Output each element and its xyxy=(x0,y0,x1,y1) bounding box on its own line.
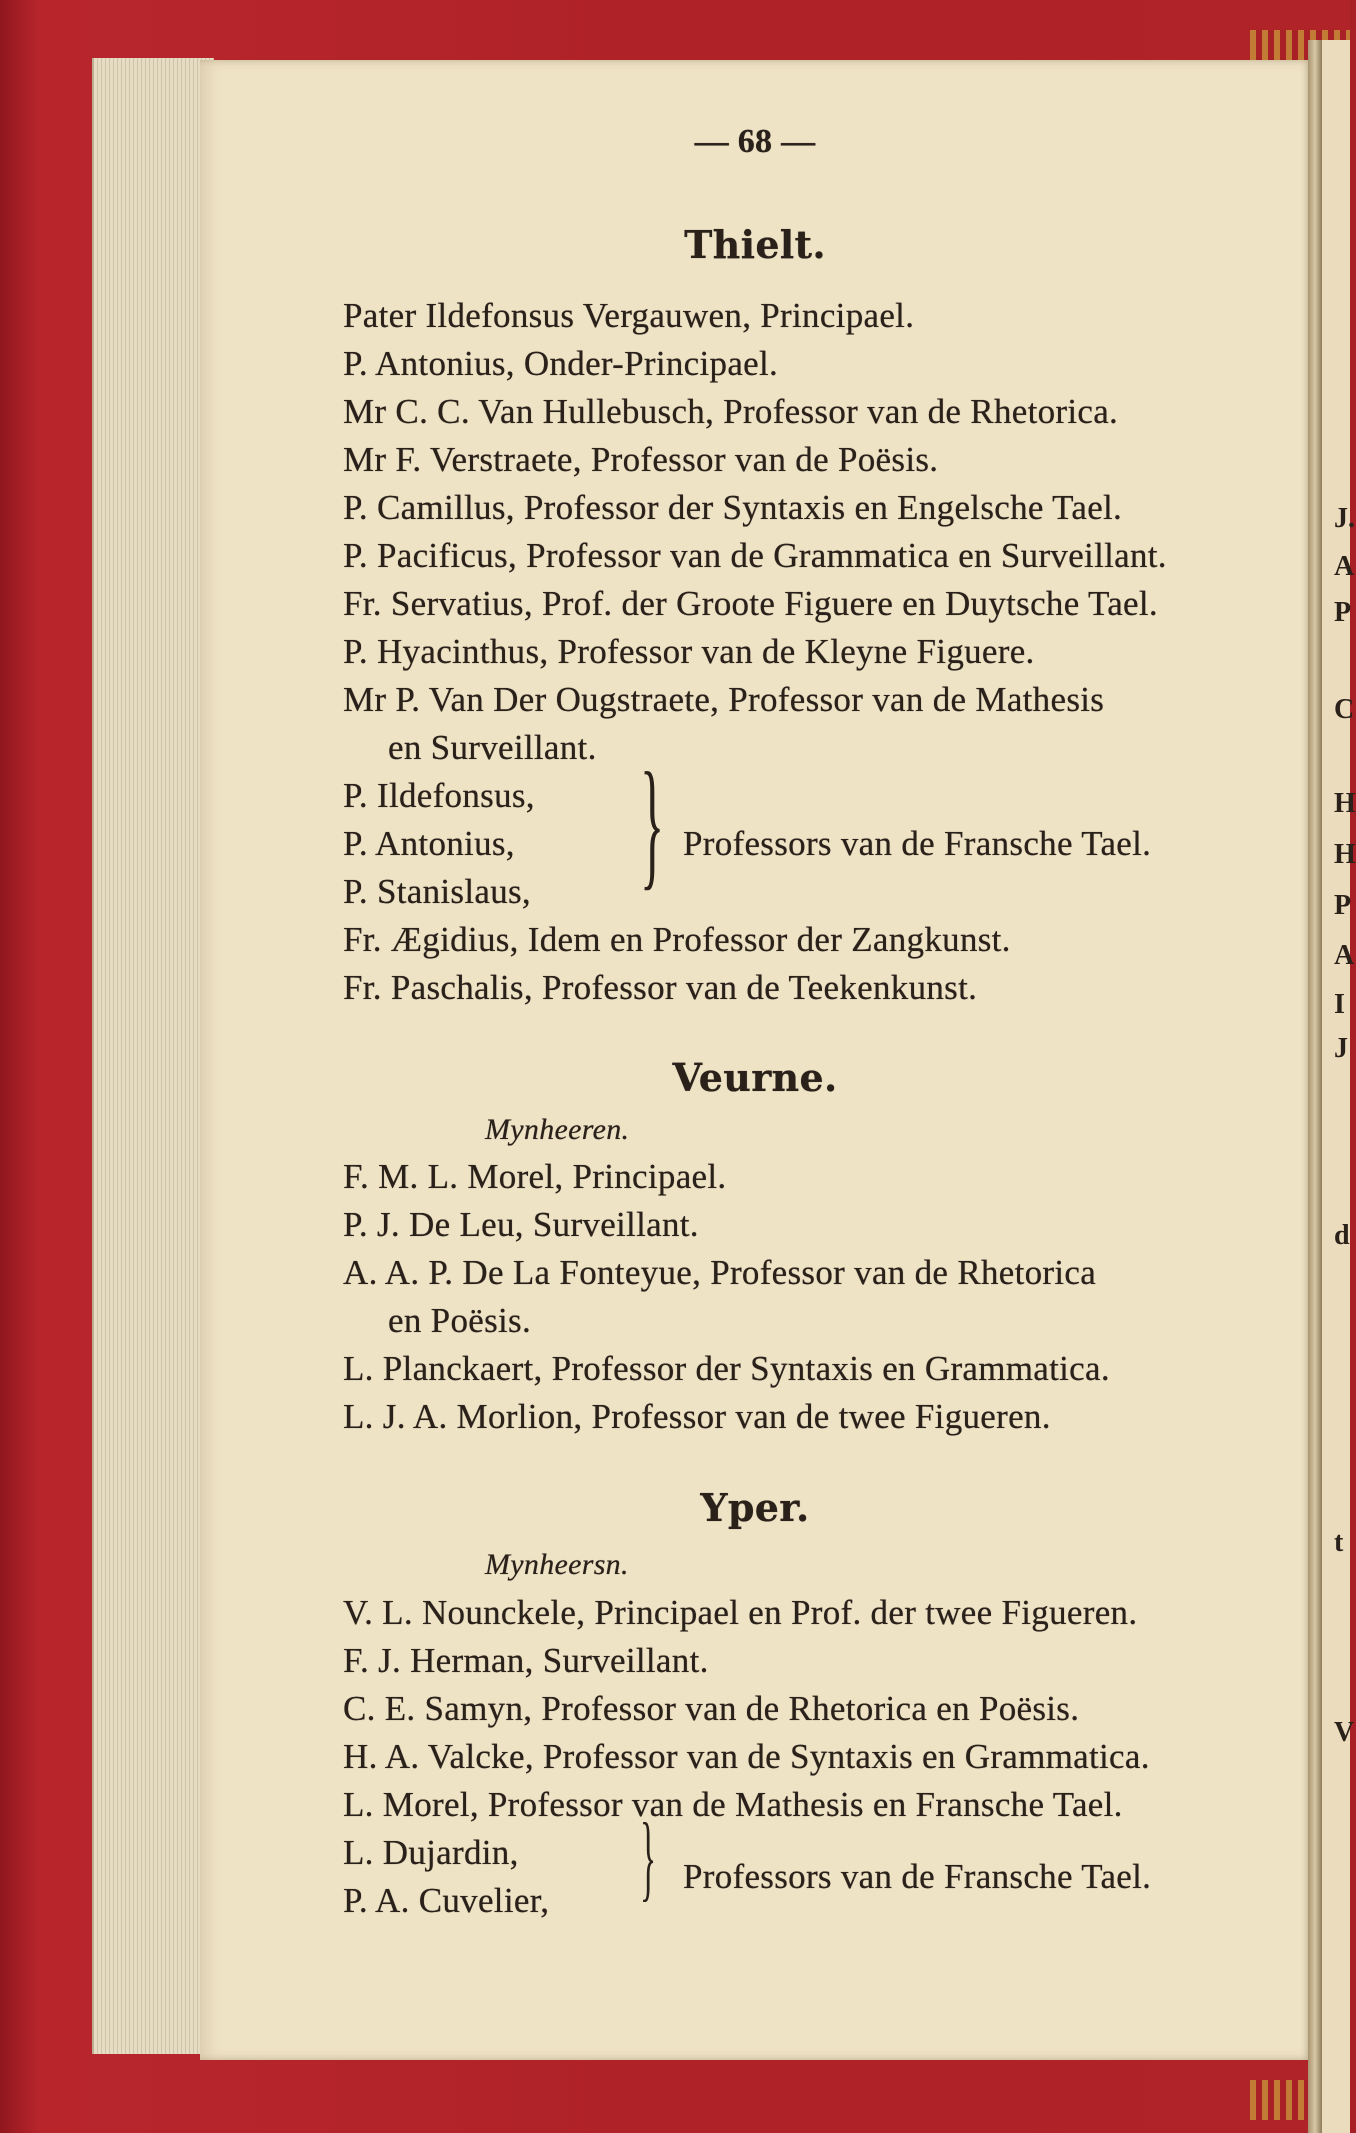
facing-page-fragment: I xyxy=(1334,989,1345,1020)
group-name: P. Ildefonsus, xyxy=(343,776,535,815)
facing-page-fragment: H xyxy=(1334,788,1356,819)
entry-line: V. L. Nounckele, Principael en Prof. der twee Figueren. xyxy=(343,1593,1138,1632)
section-heading: Yper. xyxy=(700,1485,810,1530)
entry-line: A. A. P. De La Fonteyue, Professor van de Rhetorica xyxy=(343,1253,1097,1292)
page-number: — 68 — xyxy=(694,123,816,160)
facing-page-fragment: P xyxy=(1334,890,1352,921)
facing-page-fragment: A xyxy=(1334,551,1355,582)
facing-page-fragment: t xyxy=(1334,1527,1344,1558)
entry-line: en Poësis. xyxy=(388,1301,531,1340)
entry-line: L. J. A. Morlion, Professor van de twee Figueren. xyxy=(343,1397,1051,1436)
group-name: P. Antonius, xyxy=(343,824,515,863)
entry-line: Fr. Paschalis, Professor van de Teekenkunst. xyxy=(343,968,978,1007)
facing-page-fragment: J. xyxy=(1334,503,1355,534)
brace-icon: } xyxy=(640,1803,657,1910)
facing-page xyxy=(1322,40,1350,2133)
facing-page-fragment: J xyxy=(1334,1033,1348,1064)
group-role: Professors van de Fransche Tael. xyxy=(683,824,1152,863)
facing-page-fragment: H xyxy=(1334,839,1356,870)
group-name: P. A. Cuvelier, xyxy=(343,1881,550,1920)
entry-line: L. Morel, Professor van de Mathesis en Fransche Tael. xyxy=(343,1785,1123,1824)
section-heading: Thielt. xyxy=(684,222,826,267)
entry-line: P. Camillus, Professor der Syntaxis en Engelsche Tael. xyxy=(343,488,1123,527)
group-name: P. Stanislaus, xyxy=(343,872,531,911)
facing-page-fragment: P xyxy=(1334,597,1352,628)
section-subheading: Mynheeren. xyxy=(485,1113,630,1146)
entry-line: H. A. Valcke, Professor van de Syntaxis en Grammatica. xyxy=(343,1737,1150,1776)
brace-icon: } xyxy=(640,744,665,903)
entry-line: Mr F. Verstraete, Professor van de Poësis. xyxy=(343,440,939,479)
entry-line: F. M. L. Morel, Principael. xyxy=(343,1157,727,1196)
facing-page-fragment: d xyxy=(1334,1220,1350,1251)
entry-line: F. J. Herman, Surveillant. xyxy=(343,1641,709,1680)
entry-line: Fr. Servatius, Prof. der Groote Figuere en Duytsche Tael. xyxy=(343,584,1158,623)
facing-page-fragment: C xyxy=(1334,694,1355,725)
entry-line: P. Antonius, Onder-Principael. xyxy=(343,344,779,383)
entry-line: C. E. Samyn, Professor van de Rhetorica en Poësis. xyxy=(343,1689,1080,1728)
entry-line: L. Planckaert, Professor der Syntaxis en Grammatica. xyxy=(343,1349,1110,1388)
page-edges xyxy=(92,58,214,2054)
entry-line: Mr C. C. Van Hullebusch, Professor van de Rhetorica. xyxy=(343,392,1119,431)
facing-page-fragment: A xyxy=(1334,940,1355,971)
section-subheading: Mynheersn. xyxy=(485,1548,629,1581)
group-name: L. Dujardin, xyxy=(343,1833,519,1872)
entry-line: en Surveillant. xyxy=(388,728,597,767)
page-gutter xyxy=(1308,40,1322,2133)
entry-line: Mr P. Van Der Ougstraete, Professor van de Mathesis xyxy=(343,680,1105,719)
facing-page-fragment: V xyxy=(1334,1717,1355,1748)
entry-line: P. Pacificus, Professor van de Grammatica en Surveillant. xyxy=(343,536,1167,575)
entry-line: P. Hyacinthus, Professor van de Kleyne Figuere. xyxy=(343,632,1035,671)
section-heading: Veurne. xyxy=(672,1055,838,1100)
entry-line: Fr. Ægidius, Idem en Professor der Zangkunst. xyxy=(343,920,1011,959)
entry-line: P. J. De Leu, Surveillant. xyxy=(343,1205,699,1244)
group-role: Professors van de Fransche Tael. xyxy=(683,1857,1152,1896)
entry-line: Pater Ildefonsus Vergauwen, Principael. xyxy=(343,296,915,335)
